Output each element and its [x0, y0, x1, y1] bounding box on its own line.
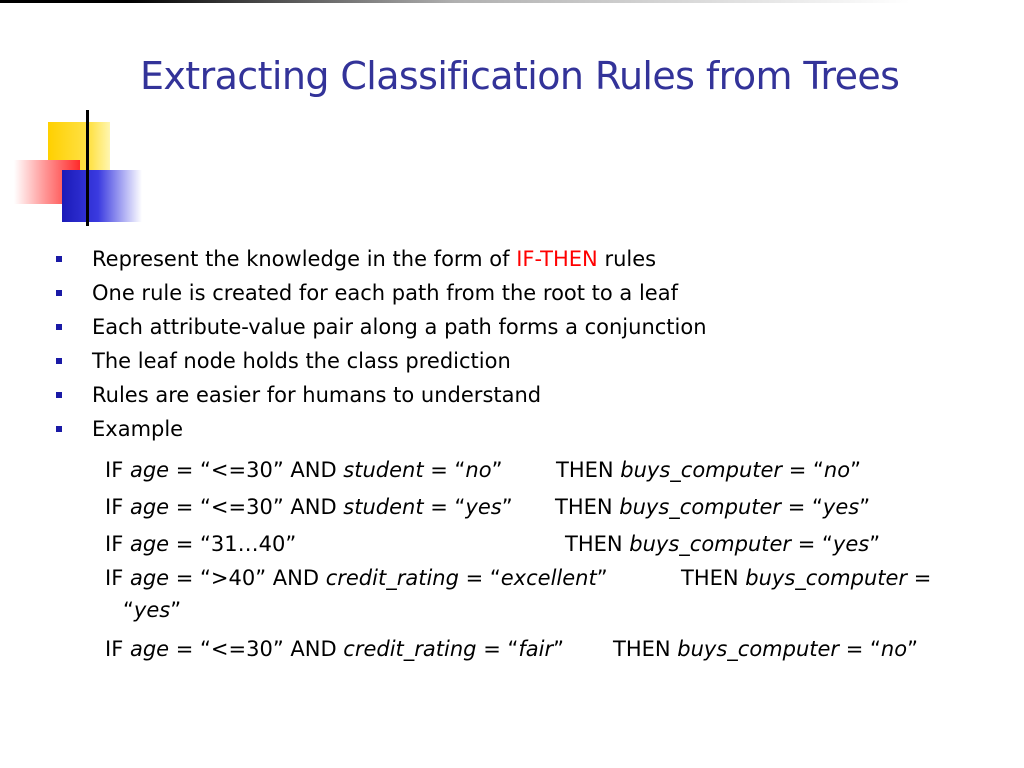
- rule-term: buys_computer: [620, 458, 783, 482]
- square-bullet-icon: [56, 290, 62, 296]
- rule-text: “: [123, 598, 134, 622]
- rule-text: = “: [782, 458, 824, 482]
- rule-text: = “<=30” AND: [169, 637, 344, 661]
- if-then-highlight: IF-THEN: [516, 247, 598, 271]
- rule-text: THEN: [565, 532, 630, 556]
- rule-text: ”: [596, 566, 608, 590]
- vertical-rule: [86, 110, 89, 226]
- rule-term: student: [343, 458, 424, 482]
- blue-square: [62, 170, 142, 222]
- rule-text: THEN: [555, 495, 620, 519]
- rule-term: buys_computer: [619, 495, 782, 519]
- rule-text: ”: [907, 637, 918, 661]
- rule-text: = “: [781, 495, 823, 519]
- rule-text: = “<=30” AND: [169, 495, 344, 519]
- rule-term: buys_computer: [745, 566, 908, 590]
- rule-term: age: [129, 532, 170, 556]
- bullet-item: Each attribute-value pair along a path forms a conjunction: [52, 310, 707, 344]
- rule-term: student: [343, 495, 424, 519]
- bullet-item: The leaf node holds the class prediction: [52, 344, 707, 378]
- rule-term: buys_computer: [629, 532, 792, 556]
- rule-text: ”: [869, 532, 881, 556]
- rule-text: = “31…40”: [169, 532, 297, 556]
- rule-text: ”: [170, 598, 182, 622]
- rule-term: age: [129, 458, 170, 482]
- bullet-item: Rules are easier for humans to understand: [52, 378, 707, 412]
- square-bullet-icon: [56, 256, 62, 262]
- rule-term: age: [129, 637, 170, 661]
- rule-text: THEN: [681, 566, 746, 590]
- rule-term: no: [465, 458, 492, 482]
- rule-text: ”: [850, 458, 861, 482]
- bullet-item: Represent the knowledge in the form of IF-THEN rules: [52, 242, 707, 276]
- rule-term: excellent: [500, 566, 597, 590]
- decorative-squares: [0, 0, 260, 240]
- rule-term: credit_rating: [343, 637, 477, 661]
- rule-term: buys_computer: [677, 637, 840, 661]
- rule-term: credit_rating: [325, 566, 459, 590]
- rule-term: no: [880, 637, 908, 661]
- rule-term: fair: [518, 637, 554, 661]
- rule-text: IF: [105, 458, 130, 482]
- bullet-item: One rule is created for each path from the root to a leaf: [52, 276, 707, 310]
- square-bullet-icon: [56, 392, 62, 398]
- rule-term: yes: [822, 495, 860, 519]
- rule-text: = “: [458, 566, 501, 590]
- rule-text: IF: [105, 495, 130, 519]
- rule-term: yes: [465, 495, 502, 519]
- bullet-item: Example: [52, 412, 707, 446]
- rule-text: = “: [839, 637, 881, 661]
- rule-text: IF: [105, 637, 130, 661]
- rule-text: ”: [491, 458, 503, 482]
- bullet-list: [52, 242, 707, 446]
- rule-text: ”: [501, 495, 513, 519]
- rule-text: ”: [553, 637, 564, 661]
- rule-term: yes: [832, 532, 870, 556]
- rule-term: no: [823, 458, 851, 482]
- rule-text: = “: [476, 637, 519, 661]
- rule-term: age: [129, 566, 170, 590]
- rule-text: =: [907, 566, 932, 590]
- square-bullet-icon: [56, 324, 62, 330]
- rule-term: age: [129, 495, 170, 519]
- rule-text: IF: [105, 532, 130, 556]
- rule-text: THEN: [556, 458, 621, 482]
- rule-term: yes: [133, 598, 171, 622]
- rule-text: = “<=30” AND: [169, 458, 344, 482]
- square-bullet-icon: [56, 426, 62, 432]
- rule-text: = “>40” AND: [169, 566, 326, 590]
- rule-text: THEN: [613, 637, 678, 661]
- slide-title: Extracting Classification Rules from Trees: [140, 54, 900, 98]
- square-bullet-icon: [56, 358, 62, 364]
- rule-text: ”: [859, 495, 871, 519]
- rule-text: = “: [791, 532, 833, 556]
- rule-text: = “: [423, 458, 466, 482]
- rule-text: IF: [105, 566, 130, 590]
- rule-text: = “: [423, 495, 466, 519]
